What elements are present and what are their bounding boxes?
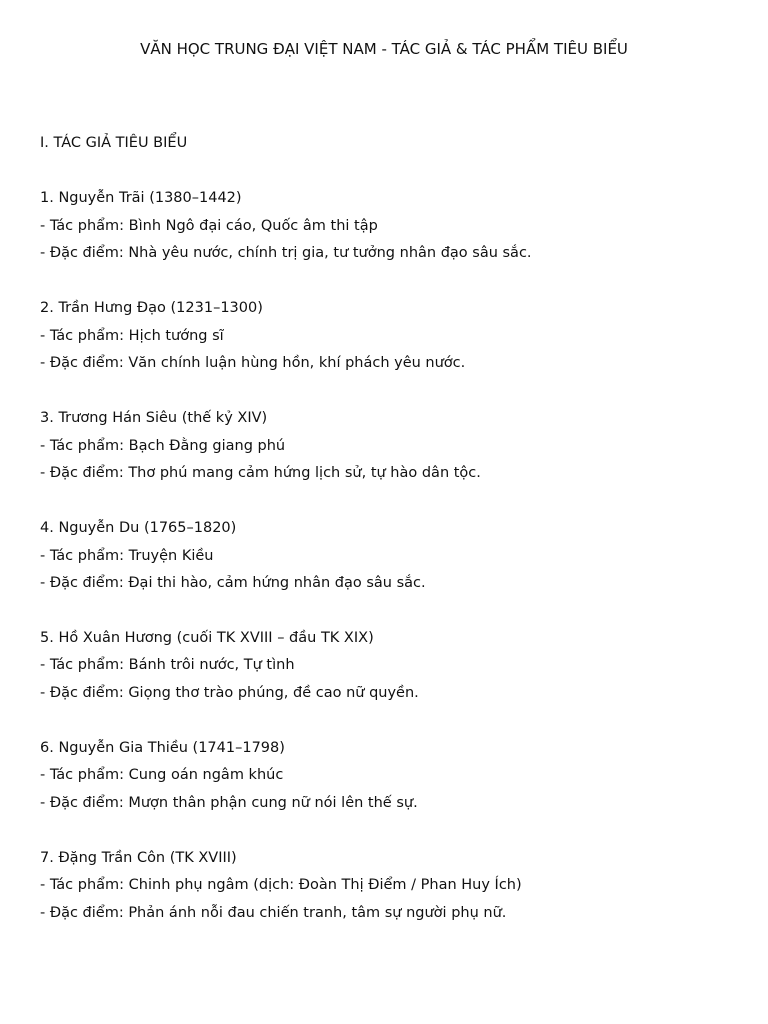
author-traits: - Đặc điểm: Văn chính luận hùng hồn, khí phách yêu nước. <box>40 355 466 372</box>
author-entry-nguyen-gia-thieu <box>40 738 728 821</box>
author-heading: 2. Trần Hưng Đạo (1231–1300) <box>40 299 263 316</box>
author-traits: - Đặc điểm: Đại thi hào, cảm hứng nhân đạo sâu sắc. <box>40 575 426 592</box>
author-heading: 1. Nguyễn Trãi (1380–1442) <box>40 190 242 206</box>
author-heading: 6. Nguyễn Gia Thiều (1741–1798) <box>40 739 285 756</box>
author-entry-dang-tran-con <box>40 848 728 931</box>
author-traits: - Đặc điểm: Mượn thân phận cung nữ nói lên thế sự. <box>40 795 418 812</box>
author-entry-ho-xuan-huong <box>40 628 728 711</box>
author-entry-nguyen-du <box>40 518 728 601</box>
author-works: - Tác phẩm: Cung oán ngâm khúc <box>40 767 284 784</box>
author-works: - Tác phẩm: Hịch tướng sĩ <box>40 327 224 344</box>
author-list <box>40 188 728 958</box>
author-traits: - Đặc điểm: Giọng thơ trào phúng, đề cao nữ quyền. <box>40 685 419 702</box>
author-heading: 5. Hồ Xuân Hương (cuối TK XVIII – đầu TK XIX) <box>40 629 374 646</box>
author-heading: 7. Đặng Trần Côn (TK XVIII) <box>40 849 237 866</box>
author-works: - Tác phẩm: Bạch Đằng giang phú <box>40 437 286 454</box>
author-works: - Tác phẩm: Bánh trôi nước, Tự tình <box>40 657 295 674</box>
author-traits: - Đặc điểm: Phản ánh nỗi đau chiến tranh, tâm sự người phụ nữ. <box>40 905 507 921</box>
author-heading: 4. Nguyễn Du (1765–1820) <box>40 519 237 536</box>
author-works: - Tác phẩm: Truyện Kiều <box>40 547 214 564</box>
document-title: VĂN HỌC TRUNG ĐẠI VIỆT NAM - TÁC GIẢ & TÁC PHẨM TIÊU BIỂU <box>140 40 628 58</box>
author-heading: 3. Trương Hán Siêu (thế kỷ XIV) <box>40 409 268 426</box>
author-traits: - Đặc điểm: Thơ phú mang cảm hứng lịch sử, tự hào dân tộc. <box>40 465 481 482</box>
author-traits: - Đặc điểm: Nhà yêu nước, chính trị gia, tư tưởng nhân đạo sâu sắc. <box>40 245 532 262</box>
author-entry-tran-hung-dao <box>40 298 728 381</box>
author-works: - Tác phẩm: Chinh phụ ngâm (dịch: Đoàn Thị Điểm / Phan Huy Ích) <box>40 877 522 894</box>
author-entry-truong-han-sieu <box>40 408 728 491</box>
author-works: - Tác phẩm: Bình Ngô đại cáo, Quốc âm thi tập <box>40 217 378 234</box>
author-entry-nguyen-trai <box>40 188 728 271</box>
section-heading: I. TÁC GIẢ TIÊU BIỂU <box>40 135 188 151</box>
